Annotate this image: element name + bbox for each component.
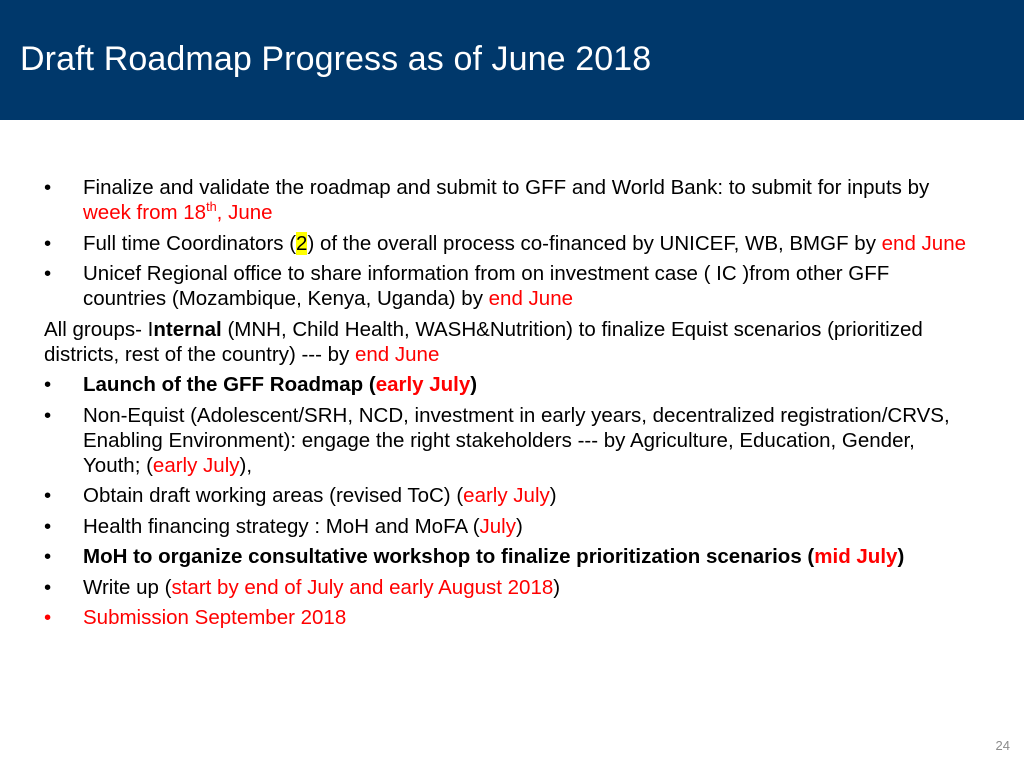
text-segment: ) <box>549 484 557 507</box>
bullet-item <box>44 175 974 225</box>
text-segment: Write up ( <box>83 575 172 599</box>
bullet-dot: • <box>44 176 52 199</box>
bullet-dot: • <box>44 373 52 396</box>
bullet-item <box>44 372 974 397</box>
bullet-list <box>44 175 974 636</box>
bullet-item <box>44 514 974 539</box>
text-segment: early July <box>463 484 550 507</box>
text-segment: start by end of July and early August 2018 <box>171 575 554 599</box>
text-segment: Health financing strategy : MoH and MoFA ( <box>83 514 480 538</box>
text-segment: end June <box>355 342 440 366</box>
text-segment: mid July <box>814 545 898 568</box>
bullet-item <box>44 544 974 569</box>
page-number: 24 <box>995 738 1010 753</box>
bullet-item <box>44 605 974 630</box>
bullet-item <box>44 231 974 256</box>
bullet-item <box>44 261 974 311</box>
bullet-item <box>44 575 974 600</box>
text-segment: July <box>479 514 516 538</box>
text-segment: early July <box>375 373 471 396</box>
text-segment: th <box>206 199 217 215</box>
text-segment: All groups- I <box>44 317 154 341</box>
text-segment: Full time Coordinators ( <box>83 231 297 255</box>
text-segment: MoH to organize consultative workshop to finalize prioritization scenarios ( <box>83 545 815 568</box>
text-segment: Launch of the GFF Roadmap ( <box>83 373 376 396</box>
text-segment: ) <box>553 575 561 599</box>
bullet-dot: • <box>44 484 52 507</box>
text-segment: (MNH, Child Health, WASH&Nutrition) to finalize Equist scenarios (prioritized districts, rest of the country) --- by <box>44 317 923 366</box>
text-segment: ) <box>897 545 905 568</box>
text-segment: early July <box>152 453 240 477</box>
text-segment: Non-Equist (Adolescent/SRH, NCD, investment in early years, decentralized registration/CRVS, Enabling Environment): engage the right stakeholders --- by Agriculture, Education, Gender, Youth; ( <box>83 403 950 477</box>
bullet-dot: • <box>44 403 52 427</box>
text-segment: 2 <box>296 231 308 255</box>
text-segment: ), <box>239 453 253 477</box>
text-segment: end June <box>881 231 967 255</box>
text-segment: , June <box>216 201 273 224</box>
text-segment: ) of the overall process co-financed by UNICEF, WB, BMGF by <box>307 231 882 255</box>
text-segment: Unicef Regional office to share information from on investment case ( IC )from other GFF countries (Mozambique, Kenya, Uganda) by <box>83 262 890 310</box>
bullet-item <box>44 403 974 478</box>
bullet-item <box>44 483 974 508</box>
text-segment: week from 18 <box>83 201 207 224</box>
title-bar <box>0 0 1024 120</box>
text-segment: ) <box>516 514 523 538</box>
text-segment: Finalize and validate the roadmap and submit to GFF and World Bank: to submit for inputs by <box>83 176 930 199</box>
paragraph-item <box>44 317 974 367</box>
text-segment: ) <box>470 373 478 396</box>
bullet-dot: • <box>44 262 52 285</box>
bullet-dot: • <box>44 231 52 255</box>
text-segment: nternal <box>153 317 222 341</box>
bullet-dot: • <box>44 606 52 629</box>
slide-title: Draft Roadmap Progress as of June 2018 <box>20 40 652 78</box>
text-segment: end June <box>488 287 574 310</box>
bullet-dot: • <box>44 575 52 599</box>
text-segment: Submission September 2018 <box>83 606 347 629</box>
text-segment: Obtain draft working areas (revised ToC) ( <box>83 484 464 507</box>
bullet-dot: • <box>44 514 52 538</box>
bullet-dot: • <box>44 545 52 568</box>
